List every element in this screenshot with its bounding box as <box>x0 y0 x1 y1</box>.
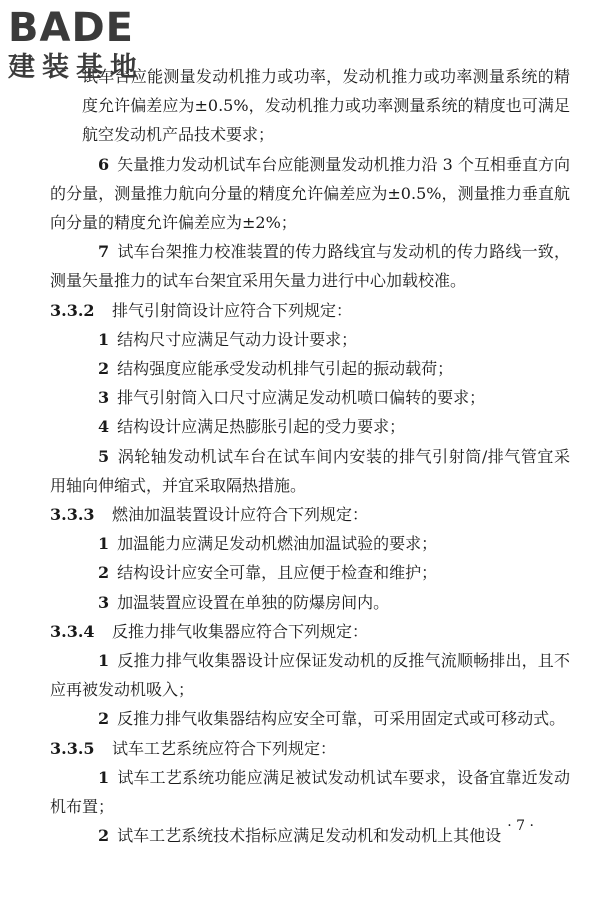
clause-number: 3.3.4 <box>50 621 95 641</box>
clause-text: 反推力排气收集器应符合下列规定： <box>112 621 369 641</box>
item-text: 排气引射筒入口尺寸应满足发动机喷口偏转的要求； <box>117 388 486 408</box>
item-number: 1 <box>98 767 110 787</box>
list-item <box>50 529 570 558</box>
list-item <box>50 763 570 821</box>
item-number: 1 <box>98 651 110 671</box>
clause-number: 3.3.2 <box>50 300 95 320</box>
clause-heading <box>50 734 570 763</box>
clause-number: 3.3.5 <box>50 738 95 758</box>
list-item <box>50 150 570 238</box>
item-number: 2 <box>98 826 110 846</box>
item-text: 涡轮轴发动机试车台在试车间内安装的排气引射筒/排气管宜采用轴向伸缩式，并宜采取隔热措施。 <box>50 446 570 495</box>
list-item <box>50 325 570 354</box>
clause-text: 试车工艺系统应符合下列规定： <box>112 738 337 758</box>
item-text: 矢量推力发动机试车台应能测量发动机推力沿 3 个互相垂直方向的分量，测量推力航向分量的精度允许偏差应为±0.5%，测量推力垂直航向分量的精度允许偏差应为±2%； <box>50 154 570 233</box>
list-item <box>50 558 570 587</box>
item-number: 2 <box>98 359 110 379</box>
clause-number: 3.3.3 <box>50 505 95 525</box>
list-item <box>50 704 570 733</box>
item-text: 结构设计应满足热膨胀引起的受力要求； <box>117 417 406 437</box>
item-text: 加温装置应设置在单独的防爆房间内。 <box>117 592 390 612</box>
item-text: 加温能力应满足发动机燃油加温试验的要求； <box>117 534 438 554</box>
logo-wordmark: BADE <box>8 5 134 51</box>
clause-heading <box>50 296 570 325</box>
page-number: · 7 · <box>507 818 534 834</box>
item-number: 3 <box>98 388 110 408</box>
item-text: 反推力排气收集器结构应安全可靠，可采用固定式或可移动式。 <box>117 709 566 729</box>
list-item <box>50 383 570 412</box>
item-number: 6 <box>98 154 110 174</box>
list-item <box>50 646 570 704</box>
item-number: 3 <box>98 592 110 612</box>
clause-text: 燃油加温装置设计应符合下列规定： <box>112 505 369 525</box>
item-number: 4 <box>98 417 110 437</box>
clause-heading <box>50 617 570 646</box>
item-number: 2 <box>98 563 110 583</box>
list-item <box>50 354 570 383</box>
item-text: 结构设计应安全可靠，且应便于检查和维护； <box>117 563 438 583</box>
item-number: 5 <box>98 446 110 466</box>
item-number: 7 <box>98 242 110 262</box>
item-number: 1 <box>98 534 110 554</box>
list-item <box>50 821 570 850</box>
item-text: 结构强度应能承受发动机排气引起的振动载荷； <box>117 359 454 379</box>
item-text: 反推力排气收集器设计应保证发动机的反推气流顺畅排出，且不应再被发动机吸入； <box>50 651 570 700</box>
clause-text: 排气引射筒设计应符合下列规定： <box>112 300 353 320</box>
item-text: 结构尺寸应满足气动力设计要求； <box>117 329 358 349</box>
list-item <box>50 412 570 441</box>
logo <box>8 6 178 86</box>
logo-subtitle: 建装基地 <box>8 52 144 83</box>
item-text: 试车工艺系统功能应满足被试发动机试车要求，设备宜靠近发动机布置； <box>50 767 570 817</box>
item-number: 2 <box>98 709 110 729</box>
document-body <box>50 62 570 850</box>
clause-heading <box>50 500 570 529</box>
list-item <box>50 588 570 617</box>
item-number: 1 <box>98 329 110 349</box>
item-text: 试车工艺系统技术指标应满足发动机和发动机上其他设 <box>117 826 502 846</box>
list-item <box>50 237 570 295</box>
item-text: 试车台架推力校准装置的传力路线宜与发动机的传力路线一致，测量矢量推力的试车台架宜采用矢量力进行中心加载校准。 <box>50 242 570 291</box>
list-item <box>50 442 570 500</box>
paragraph-text: 试车台应能测量发动机推力或功率，发动机推力或功率测量系统的精度允许偏差应为±0.5%，发动机推力或功率测量系统的精度也可满足航空发动机产品技术要求； <box>82 67 570 145</box>
